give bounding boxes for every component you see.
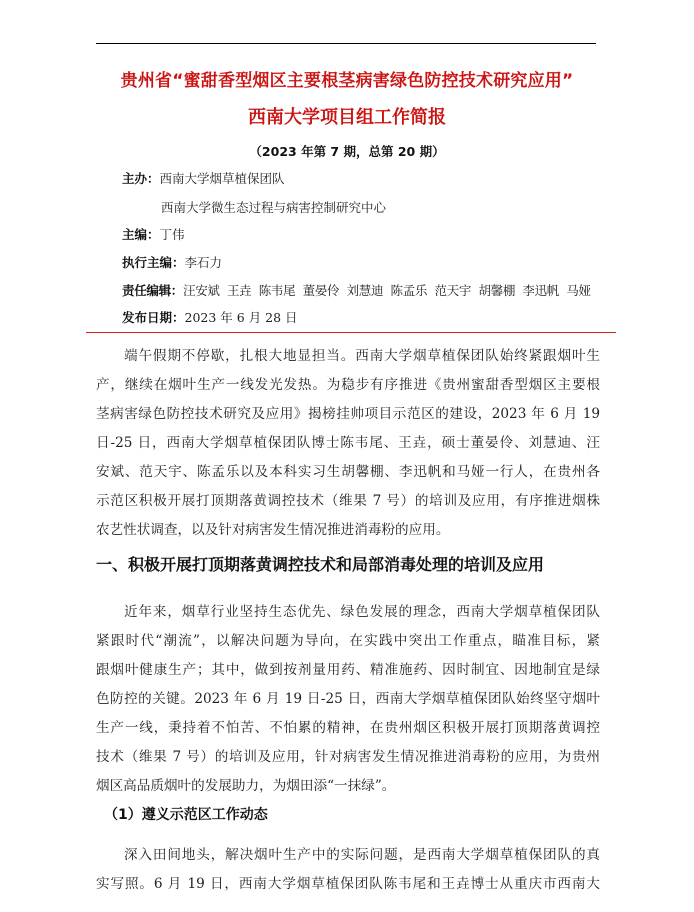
section-heading-1: 一、积极开展打顶期落黄调控技术和局部消毒处理的培训及应用 [96, 555, 545, 574]
section1-line: 生产一线，秉持着不怕苦、不怕累的精神，在贵州烟区积极开展打顶期落黄调控 [96, 720, 600, 736]
chief-editor-label: 主编： [122, 227, 160, 242]
intro-line: 产，继续在烟叶生产一线发光发热。为稳步有序推进《贵州蜜甜香型烟区主要根 [96, 377, 600, 393]
top-rule [96, 43, 596, 44]
meta-editors-row [122, 281, 591, 299]
host-label: 主办： [122, 171, 160, 186]
report-title-line1: 贵州省“蜜甜香型烟区主要根茎病害绿色防控技术研究应用” [120, 71, 574, 91]
editors-label: 责任编辑： [122, 283, 184, 298]
subsection-heading-1: （1）遵义示范区工作动态 [104, 807, 268, 823]
exec-editor-label: 执行主编： [122, 255, 185, 270]
section1-line: 跟烟叶健康生产；其中，做到按剂量用药、精准施药、因时制宜、因地制宜是绿 [96, 662, 600, 678]
intro-line: 日-25 日，西南大学烟草植保团队博士陈韦尾、王垚，硕士董晏伶、刘慧迪、汪 [96, 435, 600, 451]
intro-line: 安斌、范天宇、陈孟乐以及本科实习生胡馨棚、李迅帆和马娅一行人，在贵州各 [96, 464, 600, 480]
meta-date-row [122, 308, 298, 326]
exec-editor-value: 李石力 [184, 255, 223, 270]
host-value-1: 西南大学烟草植保团队 [159, 171, 285, 186]
editors-value: 汪安斌 王垚 陈韦尾 董晏伶 刘慧迪 陈孟乐 范天宇 胡馨棚 李迅帆 马娅 [183, 283, 591, 298]
meta-exec-editor-row [122, 253, 222, 271]
host-value-2: 西南大学微生态过程与病害控制研究中心 [161, 200, 387, 215]
section1-line: 技术（维果 7 号）的培训及应用，针对病害发生情况推进消毒粉的应用，为贵州 [96, 749, 600, 765]
section1-line: 近年来，烟草行业坚持生态优先、绿色发展的理念，西南大学烟草植保团队 [124, 604, 600, 620]
chief-editor-value: 丁伟 [159, 227, 185, 242]
subsection1-line: 实写照。6 月 19 日，西南大学烟草植保团队陈韦尾和王垚博士从重庆市西南大 [96, 876, 600, 892]
date-value: 2023 年 6 月 28 日 [184, 310, 298, 325]
date-label: 发布日期： [122, 310, 185, 325]
intro-line: 端午假期不停歇，扎根大地显担当。西南大学烟草植保团队始终紧跟烟叶生 [124, 348, 600, 364]
intro-line: 农艺性状调查，以及针对病害发生情况推进消毒粉的应用。 [96, 522, 450, 538]
intro-line: 茎病害绿色防控技术研究及应用》揭榜挂帅项目示范区的建设，2023 年 6 月 19 [96, 406, 600, 422]
meta-chief-editor-row [122, 225, 185, 243]
section1-line: 色防控的关键。2023 年 6 月 19 日-25 日，西南大学烟草植保团队始终坚守烟叶 [96, 691, 600, 707]
intro-line: 示范区积极开展打顶期落黄调控技术（维果 7 号）的培训及应用，有序推进烟株 [96, 493, 600, 509]
section1-line: 紧跟时代“潮流”，以解决问题为导向，在实践中突出工作重点，瞄准目标，紧 [96, 633, 600, 649]
red-divider [86, 332, 616, 333]
subsection1-line: 深入田间地头，解决烟叶生产中的实际问题，是西南大学烟草植保团队的真 [124, 847, 600, 863]
meta-host-row [122, 169, 285, 187]
report-title-line2: 西南大学项目组工作简报 [248, 107, 446, 128]
meta-host-row-2 [161, 198, 386, 216]
section1-line: 烟区高品质烟叶的发展助力，为烟田添“一抹绿”。 [96, 778, 396, 794]
issue-number: （2023 年第 7 期，总第 20 期） [249, 144, 445, 159]
